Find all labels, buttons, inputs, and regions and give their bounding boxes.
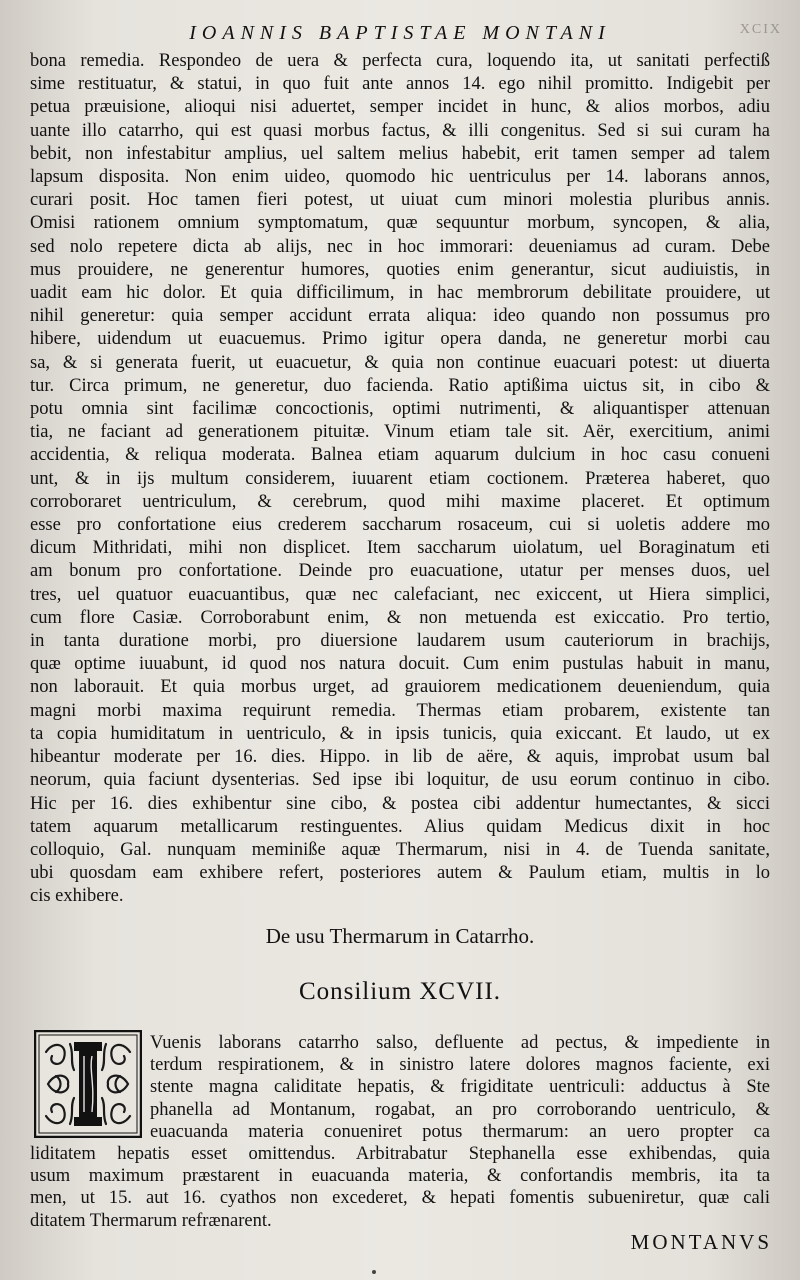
text-line: sa, & si generata fuerit, ut euacuetur, & quia non continue euacuari potest: ut diuerta	[30, 352, 770, 373]
text-line: Omisi rationem omnium symptomatum, quæ sequuntur morbum, syncopen, & alia,	[30, 213, 770, 234]
consilium-text	[30, 1032, 770, 1232]
body-text	[30, 50, 770, 909]
text-line: potu omnia sint facilimæ concoctionis, optimi nutrimenti, & aliquantisper attenuan	[30, 399, 770, 420]
page-number: XCIX	[739, 22, 782, 37]
text-line: magni morbi maxima requirunt remedia. Thermas etiam probarem, existente tan	[30, 700, 770, 721]
text-line: ta copia humiditatum in uentriculo, & in ipsis tunicis, quia exiccant. Et laudo, ut ex	[30, 723, 770, 744]
text-line: quæ optime iuuabunt, id quod nos natura docuit. Cum enim pustulas habuit in manu,	[30, 654, 770, 675]
text-line: am bonum pro confortatione. Deinde pro euacuatione, utatur per menses duos, uel	[30, 561, 770, 582]
text-line: corroboraret uentriculum, & cerebrum, quod mihi maxime placeret. Et optimum	[30, 491, 770, 512]
text-line: Hic per 16. dies exhibentur sine cibo, & postea cibi addentur humectantes, & sicci	[30, 793, 770, 814]
text-line: accidentia, & reliqua moderata. Balnea etiam aquarum dulcium in hoc casu conueni	[30, 445, 770, 466]
text-line: tia, ne faciant ad generationem pituitæ. Vinum etiam tale sit. Aër, exercitium, animi	[30, 422, 770, 443]
text-line: men, ut 15. aut 16. cyathos non excederet, & hepati fomentis subueniretur, quæ cali	[30, 1188, 770, 1209]
text-line: terdum respirationem, & in sinistro latere dolores magnos faciente, exi	[150, 1055, 770, 1076]
text-line: phanella ad Montanum, rogabat, an pro corroborando uentriculo, &	[150, 1099, 770, 1120]
text-line: tatem aquarum metallicarum restinguentes. Alius quidam Medicus dixit in hoc	[30, 816, 770, 837]
text-line: bona remedia. Respondeo de uera & perfecta cura, loquendo ita, ut sanitati perfectiß	[30, 51, 770, 71]
text-line: Vuenis laborans catarrho salso, defluente ad pectus, & impediente in	[150, 1033, 770, 1053]
section-heading: De usu Thermarum in Catarrho.	[265, 924, 535, 948]
text-line: neorum, quia faciunt dysenterias. Sed ipse ibi loquitur, de usu eorum continuo in cibo.	[30, 770, 770, 791]
text-line: uante illo catarrho, qui est quasi morbus factus, & illi congenitus. Sed si sui curam ha	[30, 120, 770, 141]
text-line: hibere, uidendum ut euacuemus. Primo igitur opera danda, ne generetur morbi cau	[30, 329, 770, 350]
text-line: stente magna caliditate hepatis, & frigiditate uentriculi: adductus à Ste	[150, 1077, 770, 1098]
text-line: uadit eam hic dolor. Et quia difficilimum, in hac membrorum debilitate prouidere, ut	[30, 283, 770, 304]
text-line: tur. Circa primum, ne generetur, duo facienda. Ratio aptißima uictus sit, in cibo &	[30, 375, 770, 396]
text-line: nihil generetur: quia semper accidunt errata aliqua: ideo quando non possumus pro	[30, 306, 770, 327]
text-line: sime restituatur, & statui, in quo fuit ante annos 14. ego nihil promitto. Indigebit per	[30, 74, 770, 95]
text-line: cum flore Casiæ. Corroborabunt enim, & non metuenda est exiccatio. Pro tertio,	[30, 607, 770, 628]
text-line: usum maximum præstarent in euacuanda materia, & confortandis membris, ita ta	[30, 1166, 770, 1187]
catchword: MONTANVS	[630, 1230, 772, 1254]
text-line: ubi quosdam eam exhibere refert, posteriores autem & Paulum etiam, multis in lo	[30, 863, 770, 884]
text-line: ditatem Thermarum refrænarent.	[30, 1210, 272, 1231]
bottom-mark	[372, 1270, 376, 1274]
text-line: lapsum disposita. Non enim uideo, quomodo hic uentriculus per 14. laborans annos,	[30, 167, 770, 188]
text-line: hibeantur moderate per 16. dies. Hippo. in lib de aëre, & aquis, improbat usum bal	[30, 747, 770, 768]
text-line: tres, uel quatuor euacuantibus, quæ nec calefaciant, nec exiccent, ut Hiera simplici,	[30, 584, 770, 605]
text-line: petua præuisione, alioqui nisi aduertet, semper incidet in hunc, & alios morbos, adiu	[30, 97, 770, 118]
text-line: in tanta duratione morbi, pro diuersione laudarem usum cauteriorum in brachijs,	[30, 631, 770, 652]
text-line: sed nolo repetere dicta ab alijs, nec in hoc immorari: deueniamus ad curam. Debe	[30, 236, 770, 257]
text-line: mus prouidere, ne generentur humores, quoties enim generantur, sicut audiuistis, in	[30, 259, 770, 280]
text-line: euacuanda materia conueniret potus thermarum: an uero propter ca	[150, 1121, 770, 1142]
text-line: non laborauit. Et quia morbus urget, ad grauiorem medicationem deueniendum, quia	[30, 677, 770, 698]
text-line: curari posit. Hoc tamen fieri potest, ut uiuat cum minori molestia pluribus annis.	[30, 190, 770, 211]
consilium-heading: Consilium XCVII.	[298, 978, 502, 1005]
text-line: unt, & in ijs multum considerem, iuuarent etiam coctionem. Præterea haberet, quo	[30, 468, 770, 489]
text-line: cis exhibere.	[30, 886, 124, 907]
text-line: liditatem hepatis esset omittendus. Arbitrabatur Stephanella esse exhibendas, quia	[30, 1144, 770, 1165]
text-line: bebit, non infestabitur amplius, uel saltem melius habebit, erit tamen semper ad talem	[30, 143, 770, 164]
text-line: colloquio, Gal. nunquam meminiße aquæ Thermarum, nisi in 4. de Tuenda sanitate,	[30, 839, 770, 860]
text-line: dicum Mithridati, mihi non displicet. Item saccharum uiolatum, uel Boraginatum eti	[30, 538, 770, 559]
text-line: esse pro confortatione eius crederem saccharum rosaceum, cui si uoletis addere mo	[30, 515, 770, 536]
running-head: IOANNIS BAPTISTAE MONTANI	[189, 22, 611, 44]
